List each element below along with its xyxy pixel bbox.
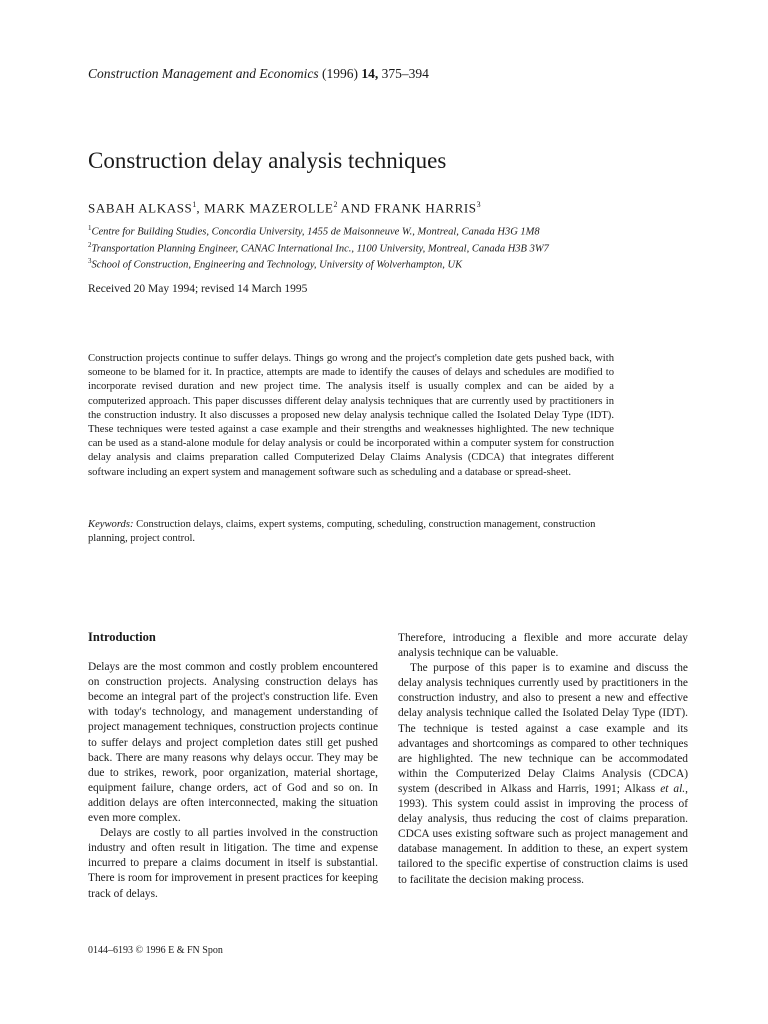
- paper-title: Construction delay analysis techniques: [88, 148, 447, 173]
- affiliation-marker: 3: [88, 257, 92, 265]
- body-paragraph: Delays are costly to all parties involved in the construction industry and often result in litigation. The time and expense incurred to prepare a claims document in itself is substantial. There is room for improvement in present practices for keeping track of delays.: [88, 827, 378, 900]
- author-affil-marker: 2: [333, 200, 338, 209]
- section-heading-introduction: Introduction: [88, 630, 156, 644]
- affiliations: [88, 222, 549, 272]
- affiliation-marker: 1: [88, 224, 92, 232]
- author-separator: AND: [337, 200, 375, 216]
- body-paragraph: Delays are the most common and costly problem encountered on construction projects. Analysing construction delays has become an integral part of the project's construction life. Even with today's technology, and management understanding of project management techniques, construction projects continue to suffer delays and project completion dates still get pushed back. There are many reasons why delays occur. They may be due to strikes, rework, poor organization, material shortage, equipment failure, change orders, act of God and so on. In addition delays are often interconnected, making the situation even more complex.: [88, 661, 378, 825]
- journal-volume: 14,: [361, 66, 379, 81]
- keywords: [88, 518, 614, 546]
- affiliation-text: Transportation Planning Engineer, CANAC International Inc., 1100 University, Montreal, Canada H3B 3W7: [91, 243, 549, 254]
- left-column: [88, 630, 378, 902]
- keywords-label: Keywords:: [88, 519, 134, 530]
- journal-name: Construction Management and Economics: [88, 66, 319, 81]
- affiliation-line: [88, 222, 549, 239]
- copyright-notice: 0144–6193 © 1996 E & FN Spon: [88, 945, 223, 956]
- body-paragraph: [398, 661, 688, 887]
- author-affil-marker: 1: [192, 200, 197, 209]
- body-paragraph: Therefore, introducing a flexible and more accurate delay analysis technique can be valuable.: [398, 632, 688, 660]
- keywords-paragraph: [88, 518, 614, 546]
- citation-etal: et al.: [660, 782, 686, 795]
- abstract: [88, 352, 614, 480]
- author-name: MARK MAZEROLLE: [204, 200, 334, 216]
- abstract-text: Construction projects continue to suffer delays. Things go wrong and the project's completion date gets pushed back, with someone to be blamed for it. In practice, attempts are made to identify the causes of delays and schedules are modified to incorporate revised duration and new project time. The analysis itself is usually complex and can be aided by a computerized approach. This paper discusses different delay analysis techniques that are currently used by practitioners in the construction industry. It also discusses a proposed new delay analysis technique called the Isolated Delay Type (IDT). These techniques were tested against a case example and their strengths and weaknesses highlighted. The new technique can be used as a stand-alone module for delay analysis or could be incorporated within a computer system for construction delay analysis and claims preparation called Computerized Delay Claims Analysis (CDCA) that integrates different software including an expert system and management software such as scheduling and a database or spread-sheet.: [88, 353, 614, 478]
- affiliation-line: [88, 255, 549, 272]
- author-list: [88, 200, 481, 216]
- journal-citation: [88, 66, 429, 82]
- affiliation-text: Centre for Building Studies, Concordia University, 1455 de Maisonneuve W., Montreal, Canada H3G 1M8: [91, 226, 540, 238]
- author-separator: ,: [196, 200, 205, 216]
- received-date: Received 20 May 1994; revised 14 March 1995: [88, 283, 308, 295]
- journal-pages: 375–394: [381, 66, 429, 81]
- affiliation-line: [88, 239, 549, 256]
- keywords-text: Construction delays, claims, expert systems, computing, scheduling, construction management, construction planning, project control.: [88, 519, 596, 545]
- right-column: [398, 631, 688, 888]
- author-name: SABAH ALKASS: [88, 200, 193, 216]
- body-text: , 1993). This system could assist in improving the process of delay analysis, thus reducing the cost of claims preparation. CDCA uses existing software such as project management and database management. In addition to these, an expert system tailored to the specific expertise of construction claims is used to facilitate the decision making process.: [398, 782, 688, 886]
- affiliation-marker: 2: [88, 240, 92, 249]
- affiliation-text: School of Construction, Engineering and Technology, University of Wolverhampton, UK: [91, 259, 463, 271]
- author-affil-marker: 3: [476, 200, 481, 209]
- body-text: The purpose of this paper is to examine and discuss the delay analysis techniques currently used by practitioners in the construction industry, and also to present a new and effective delay analysis technique called the Isolated Delay Type (IDT). The technique is tested against a case example and its advantages and shortcomings as compared to other techniques are highlighted. The new technique can be accommodated within the Computerized Delay Claims Analysis (CDCA) system (described in Alkass and Harris, 1991; Alkass: [398, 662, 688, 795]
- author-name: FRANK HARRIS: [374, 200, 477, 216]
- journal-year: (1996): [321, 66, 358, 81]
